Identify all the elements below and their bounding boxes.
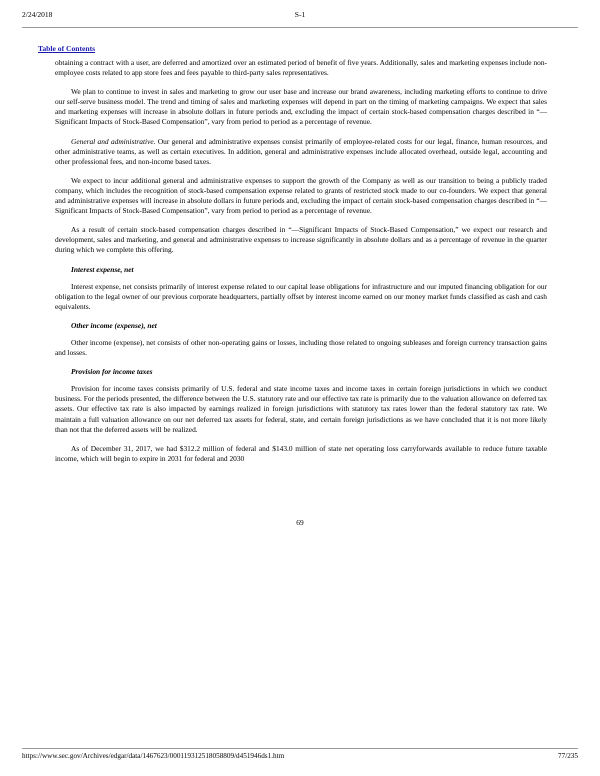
- document-body: [55, 58, 547, 473]
- paragraph: We plan to continue to invest in sales and marketing to grow our user base and increase our brand awareness, including marketing efforts to continue to drive our self-serve business model. The trend and timing of sales and marketing expenses will depend in part on the timing of marketing campaigns. We expect that sales and marketing expenses will increase in absolute dollars in future periods and, excluding the impact of certain stock-based compensation charges described in “—Significant Impacts of Stock-Based Compensation”, vary from period to period as a percentage of revenue.: [55, 87, 547, 127]
- table-of-contents-link[interactable]: Table of Contents: [38, 44, 96, 53]
- section-heading-interest-expense: Interest expense, net: [71, 264, 134, 274]
- footer-url: https://www.sec.gov/Archives/edgar/data/1467623/000119312518058809/d451946ds1.htm: [22, 752, 285, 760]
- page-footer: [22, 752, 578, 766]
- section-heading-provision-income-taxes: Provision for income taxes: [71, 367, 153, 377]
- header-form-type: S-1: [294, 10, 306, 19]
- footer-page-count: 77/235: [558, 752, 578, 760]
- header-divider: [22, 27, 578, 28]
- paragraph: As a result of certain stock-based compensation charges described in “—Significant Impacts of Stock-Based Compensation,” we expect our research and development, sales and marketing, and general and administrative expenses to increase significantly in absolute dollars and as a percentage of revenue in the quarter during which we complete this offering.: [55, 225, 547, 255]
- paragraph-text: Our general and administrative expenses consist primarily of employee-related costs for our legal, finance, human resources, and other administrative teams, as well as certain executives. In addition, general and administrative expenses include allocated overhead, outside legal, accounting and other professional fees, and non-income based taxes.: [55, 136, 548, 166]
- paragraph: As of December 31, 2017, we had $312.2 million of federal and $143.0 million of state net operating loss carryforwards available to reduce future taxable income, which will begin to expire in 2031 for federal and 2030: [55, 443, 547, 463]
- page-number: 69: [296, 518, 304, 527]
- paragraph-lead-in: General and administrative.: [71, 136, 156, 146]
- paragraph: Interest expense, net consists primarily of interest expense related to our capital lease obligations for infrastructure and our imputed financing obligation for our obligation to the legal owner of our previous corporate headquarters, partially offset by interest income earned on our money market funds classified as cash and cash equivalents.: [55, 281, 547, 311]
- paragraph: Other income (expense), net consists of other non-operating gains or losses, including those related to ongoing subleases and foreign currency transaction gains and losses.: [55, 337, 547, 358]
- paragraph: Provision for income taxes consists primarily of U.S. federal and state income taxes and income taxes in certain foreign jurisdictions in which we conduct business. For the periods presented, the difference between the U.S. statutory rate and our effective tax rate is primarily due to the valuation allowance on deferred tax assets. Our effective tax rate is also impacted by earnings realized in foreign jurisdictions with statutory tax rates lower than the federal statutory tax rate. We maintain a full valuation allowance on our net deferred tax assets for federal, state, and certain foreign jurisdictions as we have concluded that it is not more likely than not that the deferred assets will be realized.: [55, 384, 547, 434]
- page-header: [22, 10, 578, 24]
- footer-divider: [22, 748, 578, 749]
- header-date: 2/24/2018: [22, 10, 53, 19]
- paragraph: obtaining a contract with a user, are deferred and amortized over an estimated period of benefit of five years. Additionally, sales and marketing expenses include non-employee costs related to app store fees and fees payable to third-party sales representatives.: [55, 58, 547, 78]
- section-heading-other-income: Other income (expense), net: [71, 320, 157, 330]
- paragraph: We expect to incur additional general and administrative expenses to support the growth of the Company as well as our transition to being a publicly traded company, which includes the recognition of stock-based compensation expense related to grants of restricted stock made to our co-founders. We expect that general and administrative expenses will increase in absolute dollars in future periods and, excluding the impact of certain stock-based compensation charges described in “—Significant Impacts of Stock-Based Compensation”, vary from period to period as a percentage of revenue.: [55, 175, 547, 216]
- paragraph-general-administrative: [55, 137, 547, 167]
